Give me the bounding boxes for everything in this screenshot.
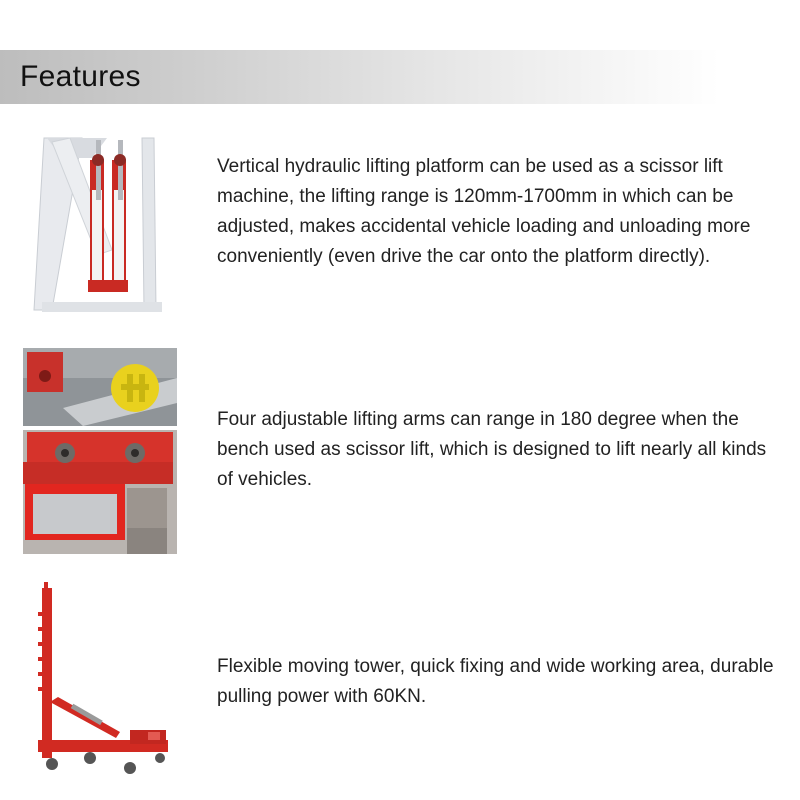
feature-description: Vertical hydraulic lifting platform can be used as a scissor lift machine, the lifting range is 120mm-1700mm in which can be adjusted, makes accidental vehicle loading and unloading more conveniently (even drive the car onto the platform directly). <box>217 156 751 267</box>
moving-tower-photo <box>30 582 175 777</box>
feature-description: Flexible moving tower, quick fixing and wide working area, durable pulling power with 60KN. <box>217 656 774 707</box>
feature-item-moving-tower <box>0 582 800 782</box>
feature-description: Four adjustable lifting arms can range in 180 degree when the bench used as scissor lift, which is designed to lift nearly all kinds of vehicles. <box>217 409 767 490</box>
header-title: Features <box>20 60 141 93</box>
lifting-arms-photo <box>23 348 177 554</box>
feature-item-scissor-lift <box>0 130 800 320</box>
features-header <box>0 50 800 104</box>
feature-item-lifting-arms <box>0 348 800 558</box>
scissor-lift-platform-photo <box>22 130 192 315</box>
